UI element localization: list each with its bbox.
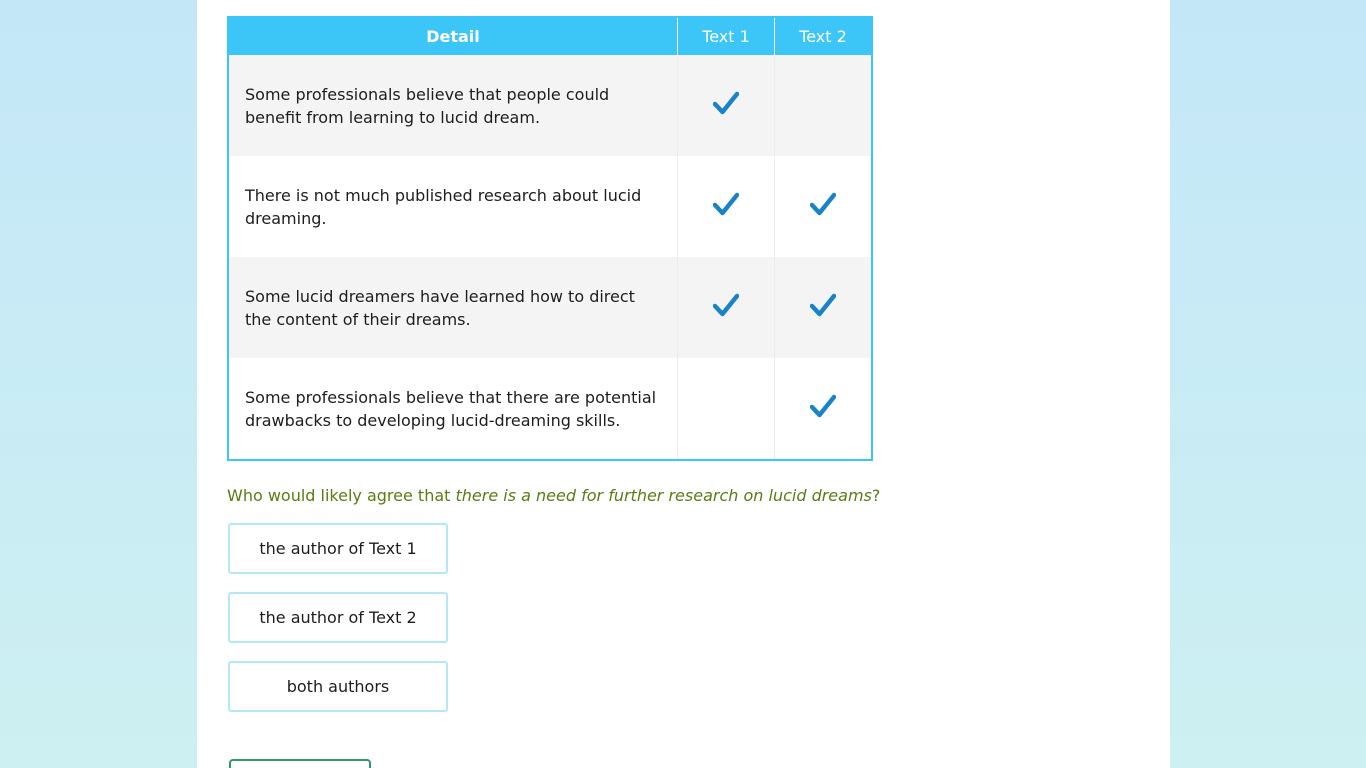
table-row (229, 257, 871, 358)
text-1-cell (677, 55, 774, 156)
checkmark-icon (810, 192, 836, 216)
submit-button[interactable] (229, 759, 371, 768)
checkmark-icon (810, 293, 836, 317)
table-row (229, 55, 871, 156)
header-text-2: Text 2 (774, 18, 871, 55)
detail-cell: Some lucid dreamers have learned how to direct the content of their dreams. (229, 257, 677, 358)
text-2-cell (774, 55, 871, 156)
checkmark-icon (713, 192, 739, 216)
text-2-cell (774, 358, 871, 459)
table-header-row (229, 18, 871, 55)
detail-cell: There is not much published research about lucid dreaming. (229, 156, 677, 257)
question-text (227, 486, 1127, 505)
header-text-1: Text 1 (677, 18, 774, 55)
text-2-cell (774, 257, 871, 358)
detail-cell: Some professionals believe that people could benefit from learning to lucid dream. (229, 55, 677, 156)
question-prefix: Who would likely agree that (227, 486, 456, 505)
detail-cell: Some professionals believe that there are potential drawbacks to developing lucid-dreaming skills. (229, 358, 677, 459)
question-content (227, 16, 1127, 730)
details-table (227, 16, 873, 461)
choice-author-text-2[interactable]: the author of Text 2 (228, 592, 448, 643)
choice-both-authors[interactable]: both authors (228, 661, 448, 712)
answer-choices (227, 523, 1127, 712)
main-panel (197, 0, 1170, 768)
question-emphasis: there is a need for further research on lucid dreams (455, 486, 872, 505)
table-row (229, 358, 871, 459)
table-row (229, 156, 871, 257)
text-1-cell (677, 257, 774, 358)
text-2-cell (774, 156, 871, 257)
text-1-cell (677, 358, 774, 459)
checkmark-icon (713, 293, 739, 317)
choice-author-text-1[interactable]: the author of Text 1 (228, 523, 448, 574)
text-1-cell (677, 156, 774, 257)
header-detail: Detail (229, 18, 677, 55)
checkmark-icon (810, 394, 836, 418)
checkmark-icon (713, 91, 739, 115)
question-suffix: ? (871, 486, 881, 505)
